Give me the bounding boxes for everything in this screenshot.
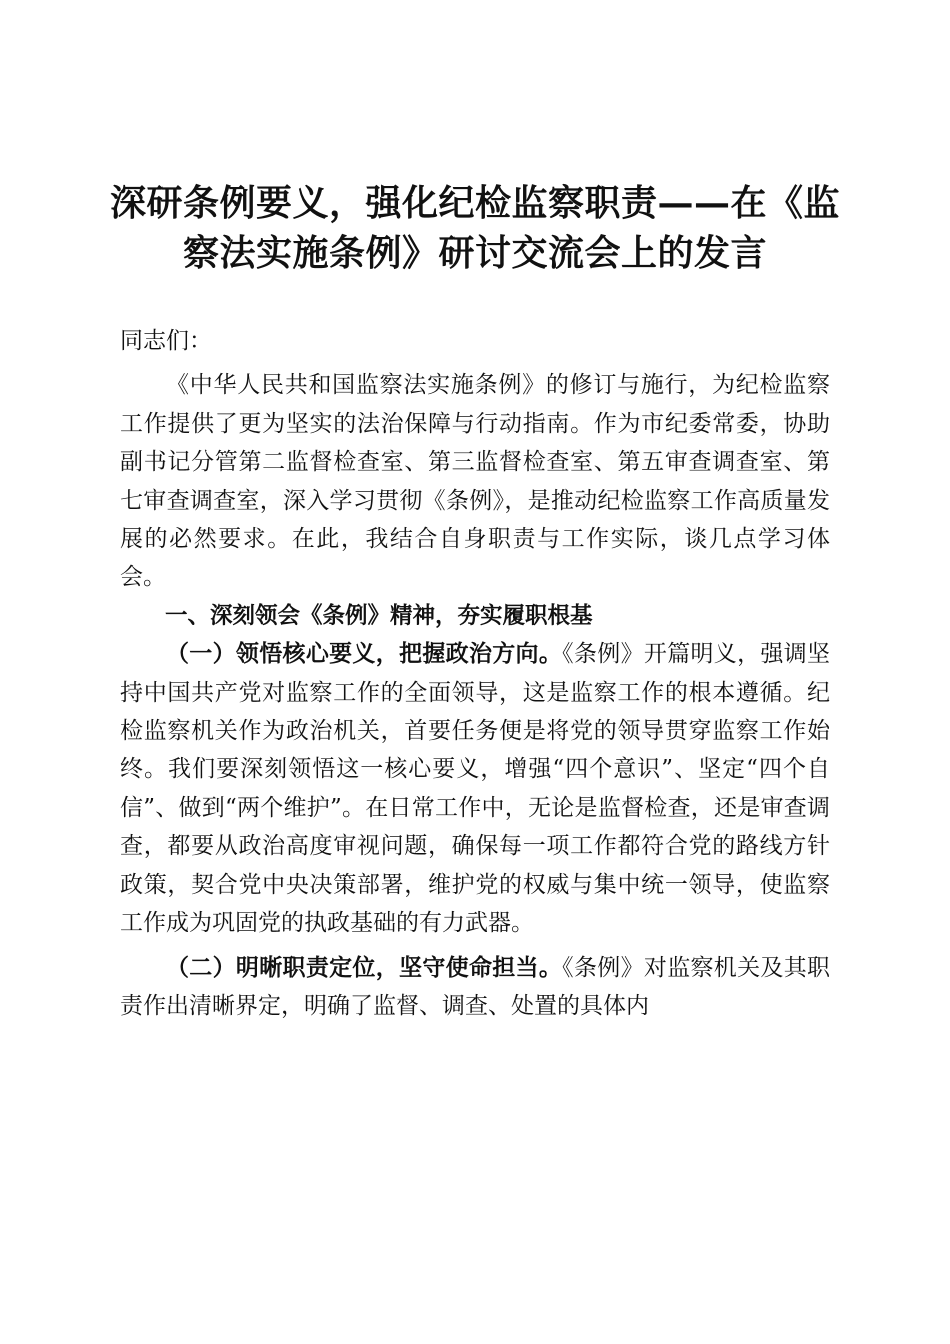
subsection-paragraph-1	[120, 635, 830, 942]
intro-paragraph: 《中华人民共和国监察法实施条例》的修订与施行，为纪检监察工作提供了更为坚实的法治保障与行动指南。作为市纪委常委，协助副书记分管第二监督检查室、第三监督检查室、第五审查调查室、第七审查调查室，深入学习贯彻《条例》，是推动纪检监察工作高质量发展的必然要求。在此，我结合自身职责与工作实际，谈几点学习体会。	[120, 372, 830, 591]
subsection-text-1: 《条例》开篇明义，强调坚持中国共产党对监察工作的全面领导，这是监察工作的根本遵循。纪检监察机关作为政治机关，首要任务便是将党的领导贯穿监察工作始终。我们要深刻领悟这一核心要义，增强“四个意识”、坚定“四个自信”、做到“两个维护”。在日常工作中，无论是监督检查，还是审查调查，都要从政治高度审视问题，确保每一项工作都符合党的路线方针政策，契合党中央决策部署，维护党的权威与集中统一领导，使监察工作成为巩固党的执政基础的有力武器。	[120, 641, 831, 937]
document-body	[120, 322, 830, 1025]
salutation: 同志们：	[120, 328, 212, 354]
title-line-2: 察法实施条例》研讨交流会上的发言	[182, 232, 767, 274]
subsection-lead-2: （二）明晰职责定位，坚守使命担当。	[166, 954, 563, 981]
document-title	[100, 178, 850, 278]
subsection-lead-1: （一）领悟核心要义，把握政治方向。	[166, 641, 563, 668]
section-heading-1: 一、深刻领会《条例》精神，夯实履职根基	[165, 602, 593, 629]
subsection-text-2: 《条例》对监察机关及其职责作出清晰界定，明确了监督、调查、处置的具体内	[120, 954, 831, 1019]
subsection-paragraph-2	[120, 949, 830, 1026]
title-line-1: 深研条例要义，强化纪检监察职责——在《监	[109, 182, 840, 224]
